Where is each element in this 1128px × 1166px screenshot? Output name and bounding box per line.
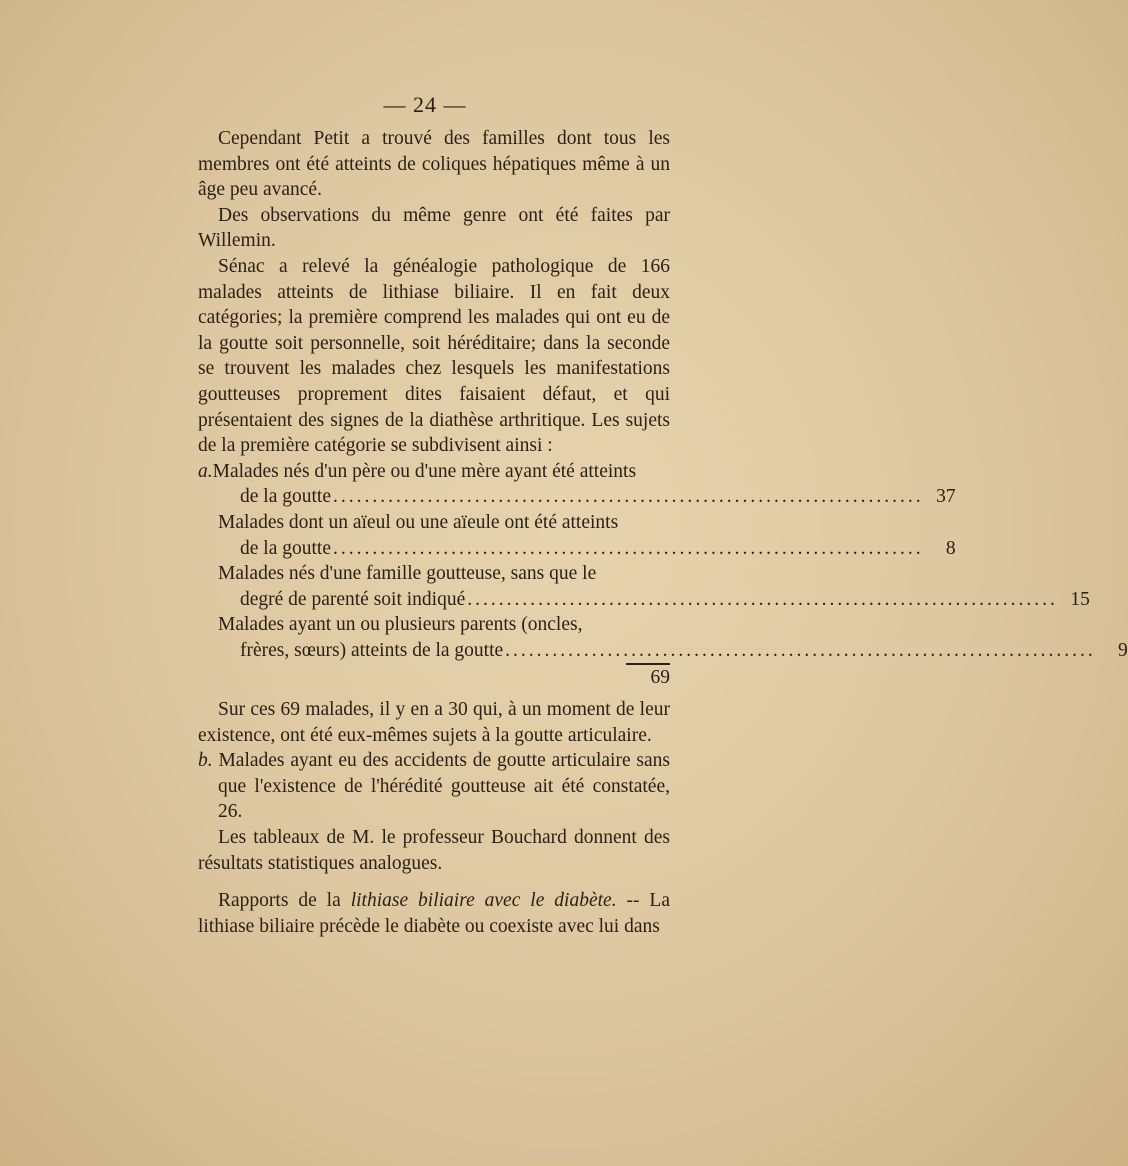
list-item [198, 459, 956, 510]
item-value: 8 [945, 537, 956, 559]
item-value: 15 [1070, 588, 1090, 610]
statistics-item-b [198, 748, 670, 825]
item-b-text: Malades ayant eu des accidents de goutte articulaire sans que l'existence de l'hérédité goutteuse ait été constatée, 26. [218, 750, 670, 823]
list-marker-a: a. [198, 460, 213, 482]
page-body [198, 126, 1128, 939]
statistics-list-a [198, 459, 1128, 691]
item-value: 9 [1118, 639, 1128, 661]
paragraph-willemin: Des observations du même genre ont été faites par Willemin. [198, 204, 670, 252]
item-text-line1: Malades dont un aïeul ou une aïeule ont été atteints [218, 511, 619, 533]
item-text-line1: Malades ayant un ou plusieurs parents (oncles, [218, 614, 583, 636]
leader-dots: ........................................................................... [467, 588, 1058, 610]
leader-dots: ........................................................................... [332, 486, 924, 508]
list-item [198, 561, 1090, 612]
paragraph-diabete [198, 888, 670, 939]
paragraph-senac: Sénac a relevé la généalogie pathologique de 166 malades atteints de lithiase biliaire. Il en fait deux catégories; la première comprend les malades qui ont eu de la goutte soit personnelle, soit héréditaire; dans la seconde se trouvent les malades chez lesquels les manifestations goutteuses proprement dites faisaient défaut, et qui présentaient des signes de la diathèse arthritique. Les sujets de la première catégorie se subdivisent ainsi : [198, 255, 670, 457]
diabete-lead: Rapports de la [218, 890, 351, 912]
item-text-line2: de la goutte [240, 537, 331, 559]
item-text-line2: degré de parenté soit indiqué [240, 588, 466, 610]
paragraph-bouchard: Les tableaux de M. le professeur Bouchard donnent des résultats statistiques analogues. [198, 827, 670, 874]
list-marker-b: b. [198, 750, 213, 772]
item-text-line1: Malades nés d'une famille goutteuse, sans que le [218, 563, 597, 585]
paragraph-sur-ces-69: Sur ces 69 malades, il y en a 30 qui, à un moment de leur existence, ont été eux-mêmes sujets à la goutte articulaire. [198, 699, 670, 746]
leader-dots: ........................................................................... [505, 639, 1096, 661]
item-text-line2: de la goutte [240, 486, 331, 508]
item-text-line2: frères, sœurs) atteints de la goutte [240, 639, 504, 661]
page-number: — 24 — [383, 92, 467, 117]
item-value: 37 [936, 486, 956, 508]
item-text-line1: Malades nés d'un père ou d'une mère ayant été atteints [212, 460, 637, 482]
leader-dots: ........................................................................... [332, 537, 924, 559]
diabete-title: lithiase biliaire avec le diabète. [350, 890, 617, 912]
total-value: 69 [650, 667, 670, 689]
paragraph-petit: Cependant Petit a trouvé des familles dont tous les membres ont été atteints de coliques hépatiques même à un âge peu avancé. [198, 128, 670, 201]
list-item [198, 510, 956, 561]
diabete-rest: -- La lithiase biliaire précède le diabète ou coexiste avec lui dans [198, 890, 670, 937]
list-item [198, 612, 1128, 663]
